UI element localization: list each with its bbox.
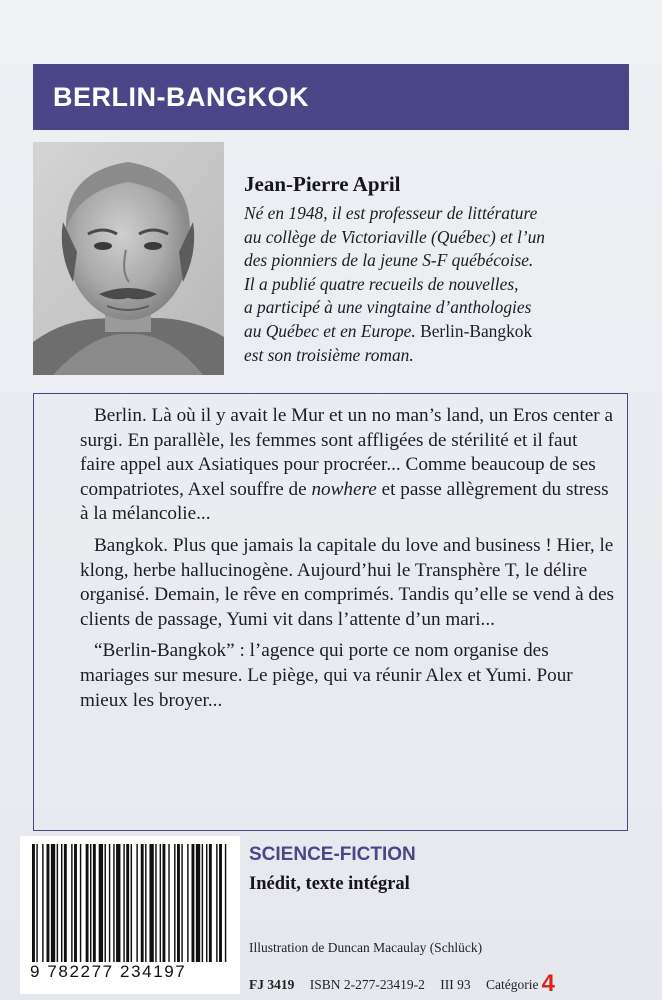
bio-line: Né en 1948, il est professeur de littérature	[244, 203, 538, 223]
synopsis-text: Berlin. Là où il y avait le Mur et un no man’s land, un Eros center a surgi. En parallèle, les femmes sont affligées de stérilité et il faut faire appel aux Asiatiques pour procréer... Comme beaucoup de ses compatriotes, Axel souffre de	[80, 405, 613, 500]
author-name: Jean-Pierre April	[244, 172, 401, 196]
book-title: BERLIN-BANGKOK	[53, 81, 309, 112]
genre-label: SCIENCE-FICTION	[249, 844, 416, 865]
bio-line: a participé à une vingtaine d’anthologies	[244, 297, 532, 318]
synopsis-paragraph	[80, 404, 615, 527]
synopsis-text: et passe allègrement du stress à la mélancolie...	[80, 478, 609, 525]
catalog-code: FJ 3419	[249, 977, 295, 992]
barcode-bars	[32, 844, 228, 962]
bio-book-title: Berlin-Bangkok	[415, 320, 533, 341]
synopsis-paragraph: “Berlin-Bangkok” : l’agence qui porte ce nom organise des mariages sur mesure. Le piège, qui va réunir Alex et Yumi. Pour mieux les broyer...	[80, 640, 573, 711]
author-portrait-image	[33, 142, 224, 375]
synopsis-paragraph: Bangkok. Plus que jamais la capitale du love and business ! Hier, le klong, herbe hallucinogène. Aujourd’hui le Transphère T, le délire organisé. Demain, le rêve en comprimés. Tandis qu’elle se vend à des clients de passage, Yumi vit dans l’attente d’un mari...	[80, 534, 614, 630]
category-label: Catégorie	[486, 977, 539, 992]
synopsis-italic: nowhere	[311, 478, 377, 500]
edition-label: Inédit, texte intégral	[249, 874, 410, 894]
illustration-credit: Illustration de Duncan Macaulay (Schlück)	[249, 940, 483, 955]
bio-line: Il a publié quatre recueils de nouvelles,	[244, 273, 519, 294]
barcode-digits: 9 782277 234197	[30, 962, 187, 981]
synopsis-box	[33, 393, 628, 831]
author-photo	[33, 142, 224, 375]
bio-line: au collège de Victoriaville (Québec) et l’un	[244, 226, 545, 247]
category-number: 4	[541, 970, 555, 997]
title-band	[33, 64, 629, 130]
bio-text: au Québec et en Europe.	[244, 320, 416, 341]
bio-line: des pionniers de la jeune S-F québécoise.	[244, 250, 534, 271]
bio-line: est son troisième roman.	[244, 344, 414, 365]
catalog-line	[249, 968, 639, 996]
bio-line	[244, 320, 634, 344]
barcode	[20, 836, 240, 994]
isbn: ISBN 2-277-23419-2	[309, 977, 425, 992]
author-info	[244, 172, 634, 367]
print-date: III 93	[440, 977, 471, 992]
author-bio	[244, 202, 634, 367]
